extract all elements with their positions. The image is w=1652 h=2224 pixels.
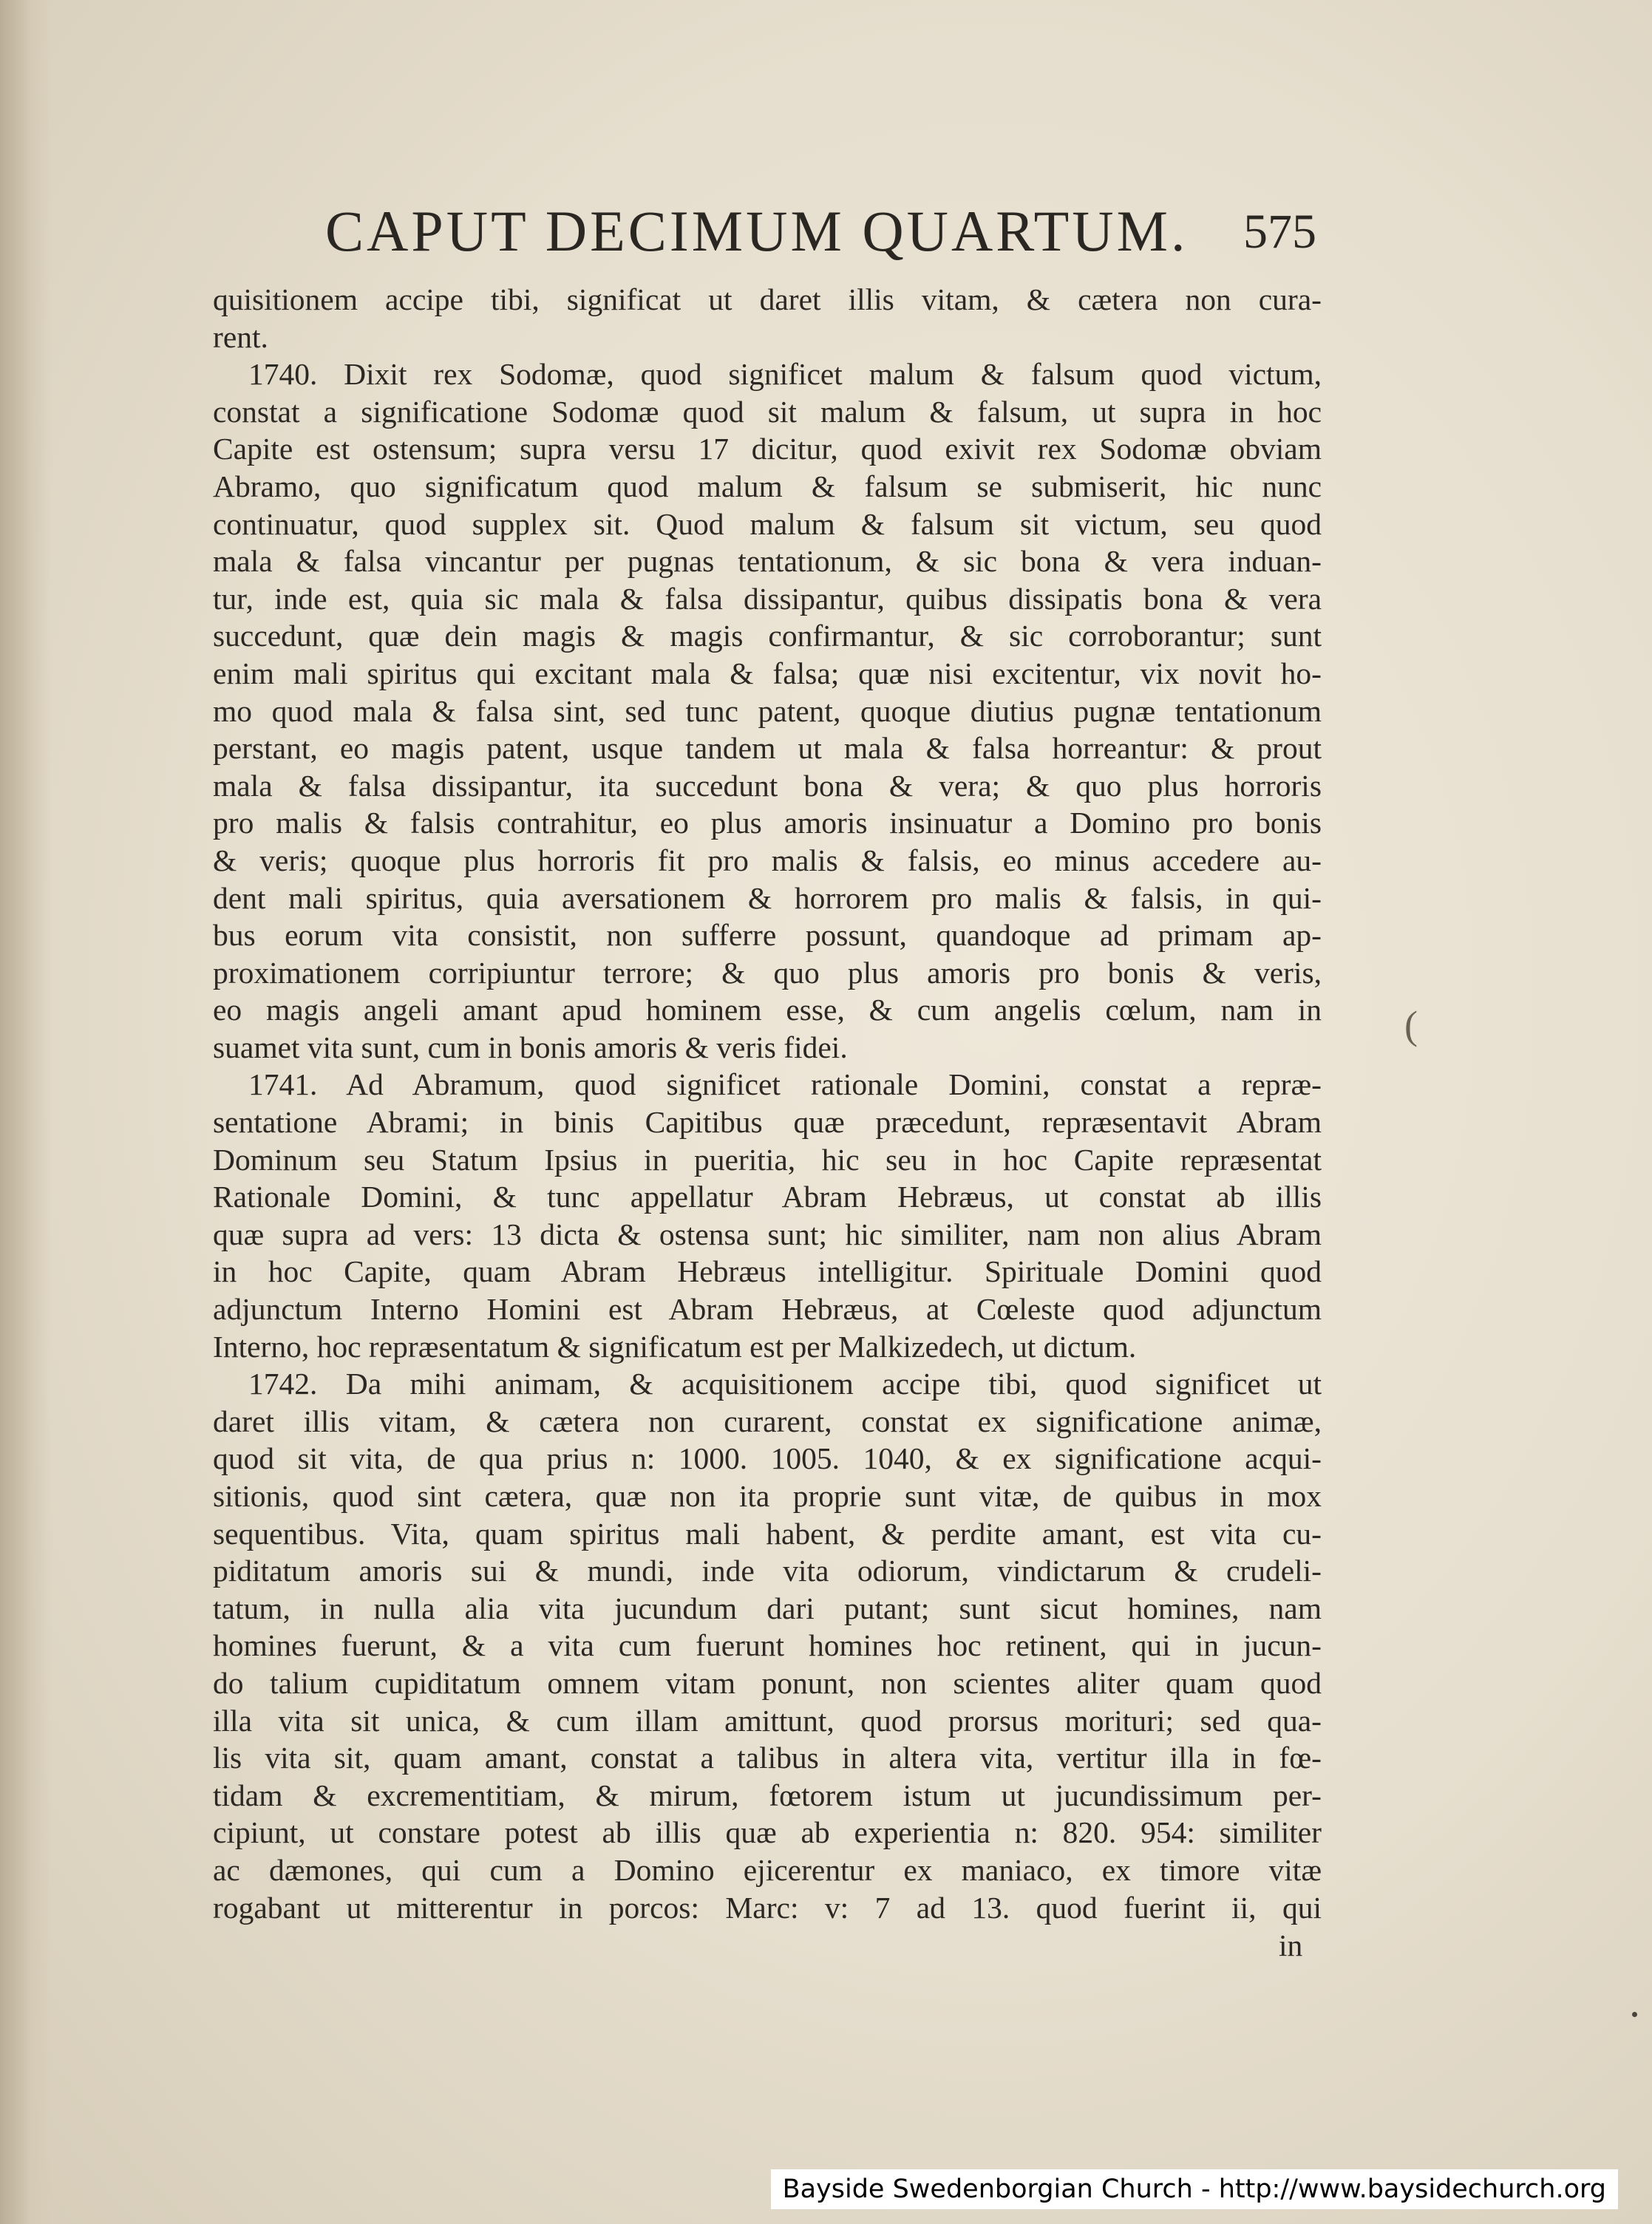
text-line: enim mali spiritus qui excitant mala & falsa; quæ nisi excitentur, vix novit ho- bbox=[213, 656, 1322, 690]
gutter-shadow bbox=[0, 0, 52, 2224]
text-line: homines fuerunt, & a vita cum fuerunt homines hoc retinent, qui in jucun- bbox=[213, 1628, 1322, 1663]
text-line: bus eorum vita consistit, non sufferre possunt, quandoque ad primam ap- bbox=[213, 918, 1322, 953]
text-line: mo quod mala & falsa sint, sed tunc patent, quoque diutius pugnæ tentationum bbox=[213, 693, 1322, 728]
text-line: illa vita sit unica, & cum illam amittunt, quod prorsus morituri; sed qua- bbox=[213, 1703, 1322, 1738]
text-line: suamet vita sunt, cum in bonis amoris & veris fidei. bbox=[213, 1030, 848, 1064]
text-line: proximationem corripiuntur terrore; & quo plus amoris pro bonis & veris, bbox=[213, 955, 1322, 990]
text-line: & veris; quoque plus horroris fit pro malis & falsis, eo minus accedere au- bbox=[213, 843, 1322, 877]
text-line: quisitionem accipe tibi, significat ut daret illis vitam, & cætera non cura- bbox=[213, 282, 1322, 316]
text-line: continuatur, quod supplex sit. Quod malum & falsum sit victum, seu quod bbox=[213, 506, 1322, 541]
text-line: sequentibus. Vita, quam spiritus mali habent, & perdite amant, est vita cu- bbox=[213, 1516, 1322, 1551]
text-line: tidam & excrementitiam, & mirum, fœtorem istum ut jucundissimum per- bbox=[213, 1778, 1322, 1812]
speck-mark bbox=[1632, 2012, 1637, 2017]
text-line: quæ supra ad vers: 13 dicta & ostensa sunt; hic similiter, nam non alius Abram bbox=[213, 1217, 1322, 1251]
text-line: ac dæmones, qui cum a Domino ejicerentur ex maniaco, ex timore vitæ bbox=[213, 1852, 1322, 1887]
paragraph-1742-start: 1742. Da mihi animam, & acquisitionem accipe tibi, quod significet ut bbox=[248, 1367, 1322, 1401]
text-line: lis vita sit, quam amant, constat a talibus in altera vita, vertitur illa in fœ- bbox=[213, 1741, 1322, 1775]
text-line: piditatum amoris sui & mundi, inde vita odiorum, vindictarum & crudeli- bbox=[213, 1554, 1322, 1588]
text-line: quod sit vita, de qua prius n: 1000. 1005. 1040, & ex significatione acqui- bbox=[213, 1441, 1322, 1476]
text-line: constat a significatione Sodomæ quod sit malum & falsum, ut supra in hoc bbox=[213, 394, 1322, 429]
text-line: dent mali spiritus, quia aversationem & horrorem pro malis & falsis, in qui- bbox=[213, 880, 1322, 915]
text-line: in hoc Capite, quam Abram Hebræus intelligitur. Spirituale Domini quod bbox=[213, 1254, 1322, 1289]
text-line: Capite est ostensum; supra versu 17 dicitur, quod exivit rex Sodomæ obviam bbox=[213, 432, 1322, 466]
text-line: sitionis, quod sint cætera, quæ non ita proprie sunt vitæ, de quibus in mox bbox=[213, 1479, 1322, 1513]
text-line: adjunctum Interno Homini est Abram Hebræus, at Cœleste quod adjunctum bbox=[213, 1292, 1322, 1327]
text-line: Interno, hoc repræsentatum & significatum est per Malkizedech, ut dictum. bbox=[213, 1329, 1137, 1364]
catchword: in bbox=[1279, 1928, 1303, 1962]
paragraph-1741-start: 1741. Ad Abramum, quod significet rationale Domini, constat a repræ- bbox=[248, 1067, 1322, 1102]
text-line: Rationale Domini, & tunc appellatur Abram Hebræus, ut constat ab illis bbox=[213, 1180, 1322, 1214]
margin-mark: ( bbox=[1404, 1003, 1418, 1047]
text-line: tur, inde est, quia sic mala & falsa dissipantur, quibus dissipatis bona & vera bbox=[213, 581, 1322, 616]
text-line: daret illis vitam, & cætera non curarent, constat ex significatione animæ, bbox=[213, 1404, 1322, 1438]
text-line: rent. bbox=[213, 319, 268, 354]
text-line: tatum, in nulla alia vita jucundum dari putant; sunt sicut homines, nam bbox=[213, 1591, 1322, 1625]
text-line: sentatione Abrami; in binis Capitibus quæ præcedunt, repræsentavit Abram bbox=[213, 1105, 1322, 1140]
watermark-credit: Bayside Swedenborgian Church - http://www.baysidechurch.org bbox=[771, 2169, 1618, 2209]
text-line: eo magis angeli amant apud hominem esse, & cum angelis cœlum, nam in bbox=[213, 993, 1322, 1027]
text-line: Abramo, quo significatum quod malum & falsum se submiserit, hic nunc bbox=[213, 469, 1322, 503]
text-line: succedunt, quæ dein magis & magis confirmantur, & sic corroborantur; sunt bbox=[213, 619, 1322, 653]
text-line: pro malis & falsis contrahitur, eo plus amoris insinuatur a Domino pro bonis bbox=[213, 806, 1322, 840]
text-line: cipiunt, ut constare potest ab illis quæ ab experientia n: 820. 954: similiter bbox=[213, 1815, 1322, 1850]
text-line: perstant, eo magis patent, usque tandem ut mala & falsa horreantur: & prout bbox=[213, 731, 1322, 766]
text-line: Dominum seu Statum Ipsius in pueritia, hic seu in hoc Capite repræsentat bbox=[213, 1142, 1322, 1177]
body-text bbox=[213, 281, 1322, 1926]
page-number: 575 bbox=[1243, 205, 1316, 259]
text-line: mala & falsa dissipantur, ita succedunt bona & vera; & quo plus horroris bbox=[213, 768, 1322, 803]
text-line: rogabant ut mitterentur in porcos: Marc: v: 7 ad 13. quod fuerint ii, qui bbox=[213, 1890, 1322, 1925]
chapter-title: CAPUT DECIMUM QUARTUM. bbox=[325, 199, 1189, 263]
text-line: mala & falsa vincantur per pugnas tentationum, & sic bona & vera induan- bbox=[213, 544, 1322, 579]
text-line: do talium cupiditatum omnem vitam ponunt, non scientes aliter quam quod bbox=[213, 1665, 1322, 1700]
paragraph-1740-start: 1740. Dixit rex Sodomæ, quod significet malum & falsum quod victum, bbox=[248, 357, 1322, 392]
running-head bbox=[325, 198, 1345, 279]
